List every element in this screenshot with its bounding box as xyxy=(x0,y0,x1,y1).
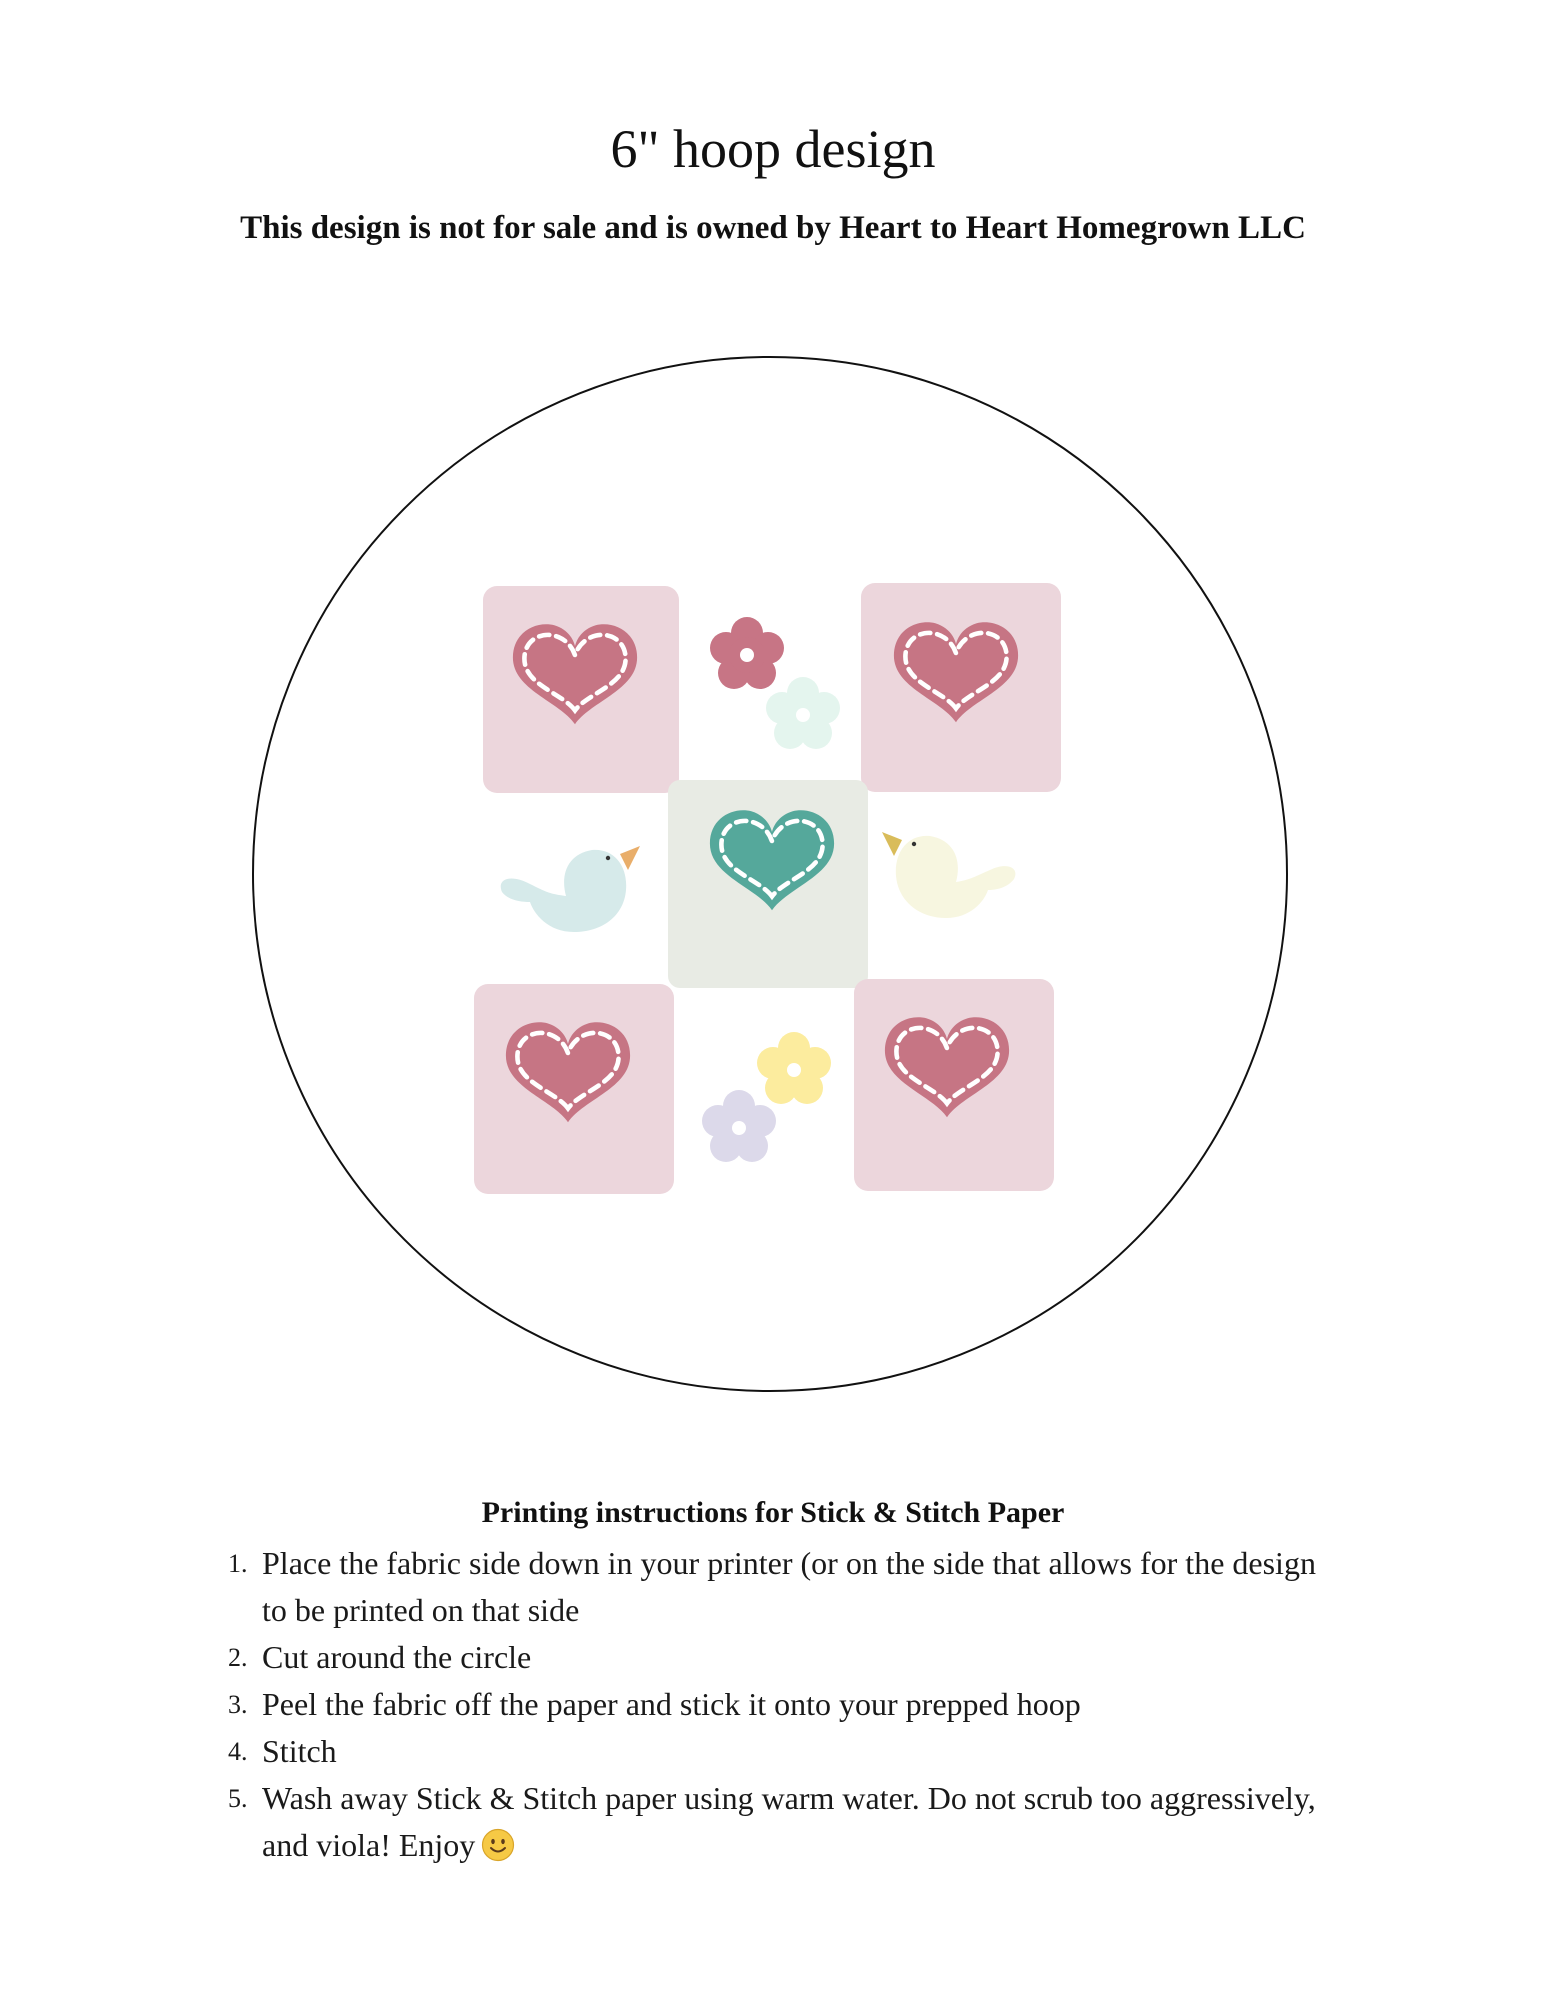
ownership-notice: This design is not for sale and is owned by Heart to Heart Homegrown LLC xyxy=(240,210,1306,246)
quilt-square-bottom-left xyxy=(474,984,674,1194)
step-number: 1. xyxy=(228,1549,248,1578)
step-text: Cut around the circle xyxy=(262,1639,532,1675)
step-text: Stitch xyxy=(262,1733,337,1769)
smiley-emoji-icon xyxy=(481,1828,515,1862)
list-item xyxy=(228,1728,1336,1775)
list-item xyxy=(228,1540,1336,1634)
quilt-square-top-left xyxy=(483,586,679,793)
quilt-square-top-right xyxy=(861,583,1061,792)
step-number: 2. xyxy=(228,1643,248,1672)
step-text-final xyxy=(262,1775,1336,1869)
instructions-heading: Printing instructions for Stick & Stitch Paper xyxy=(481,1496,1065,1529)
hoop-design xyxy=(250,354,1290,1394)
list-item xyxy=(228,1634,1336,1681)
list-item xyxy=(228,1775,1336,1869)
list-item xyxy=(228,1681,1336,1728)
instructions-list xyxy=(228,1540,1336,1869)
quilt-square-bottom-right xyxy=(854,979,1054,1191)
step-number: 5. xyxy=(228,1784,248,1813)
page-title: 6" hoop design xyxy=(610,119,936,179)
step-number: 4. xyxy=(228,1737,248,1766)
step-text: Place the fabric side down in your printer (or on the side that allows for the design to be printed on that side xyxy=(262,1545,1316,1628)
quilt-square-center xyxy=(668,780,868,988)
step-number: 3. xyxy=(228,1690,248,1719)
step-text: Wash away Stick & Stitch paper using warm water. Do not scrub too aggressively, and viola! Enjoy xyxy=(262,1780,1316,1863)
step-text: Peel the fabric off the paper and stick it onto your prepped hoop xyxy=(262,1686,1081,1722)
